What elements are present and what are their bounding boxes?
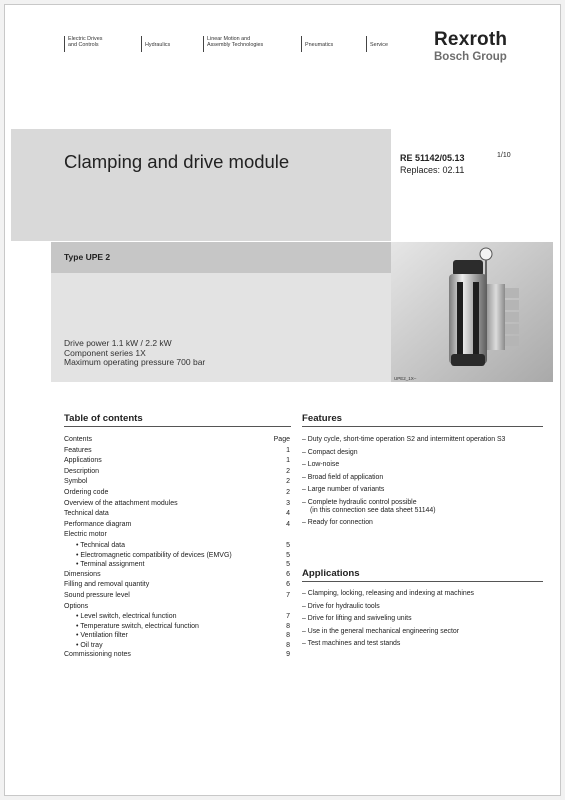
features-heading: Features xyxy=(302,413,342,424)
toc-row[interactable] xyxy=(64,631,290,641)
description-line: Drive power 1.1 kW / 2.2 kW xyxy=(64,338,172,348)
toc-entry-page: 2 xyxy=(286,467,290,475)
features-divider xyxy=(302,426,543,427)
replaces-label: Replaces: 02.11 xyxy=(400,165,465,175)
toc-row[interactable] xyxy=(64,580,290,591)
toc-row[interactable] xyxy=(64,560,290,570)
toc-row[interactable] xyxy=(64,477,290,488)
applications-divider xyxy=(302,581,543,582)
nav-item-line: Electric Drives xyxy=(68,36,103,42)
table-of-contents xyxy=(64,435,290,661)
toc-entry-page: 5 xyxy=(286,551,290,559)
toc-entry-page: 3 xyxy=(286,499,290,507)
applications-heading: Applications xyxy=(302,568,360,579)
nav-item-line: Pneumatics xyxy=(305,42,334,48)
description-line: Component series 1X xyxy=(64,347,146,358)
document-page xyxy=(4,4,561,796)
feature-item: – Broad field of application xyxy=(302,473,384,481)
description-line: Maximum operating pressure 700 bar xyxy=(64,357,206,368)
brand-name: Rexroth xyxy=(434,29,508,50)
toc-entry-label: Electric motor xyxy=(64,531,107,539)
product-description xyxy=(64,339,205,368)
toc-row[interactable] xyxy=(64,641,290,651)
feature-item: – Ready for connection xyxy=(302,518,373,526)
toc-row[interactable] xyxy=(64,467,290,478)
toc-entry-page: 2 xyxy=(286,488,290,496)
nav-item-line: Linear Motion and xyxy=(207,36,251,42)
nav-item-line: and Controls xyxy=(68,42,99,48)
feature-item: (in this connection see data sheet 51144) xyxy=(310,506,436,514)
toc-row[interactable] xyxy=(64,446,290,457)
toc-entry-page: 4 xyxy=(286,510,290,518)
toc-row[interactable] xyxy=(64,650,290,661)
toc-entry-label: Options xyxy=(64,602,89,610)
toc-row[interactable] xyxy=(64,520,290,531)
toc-row[interactable] xyxy=(64,570,290,581)
toc-entry-label: • Technical data xyxy=(76,541,126,549)
toc-entry-label: Ordering code xyxy=(64,488,109,496)
toc-row[interactable] xyxy=(64,509,290,520)
application-item: – Test machines and test stands xyxy=(302,640,401,648)
toc-entry-label: • Electromagnetic compatibility of devices (EMVG) xyxy=(76,551,232,559)
application-item: – Clamping, locking, releasing and indexing at machines xyxy=(302,590,474,597)
brand-logo xyxy=(434,30,507,63)
toc-entry-page: Page xyxy=(273,436,290,443)
toc-entry-label: Sound pressure level xyxy=(64,591,130,599)
toc-row[interactable] xyxy=(64,435,290,446)
toc-row[interactable] xyxy=(64,541,290,551)
toc-entry-page xyxy=(270,602,290,613)
toc-entry-label: Dimensions xyxy=(64,570,101,578)
product-photo xyxy=(391,242,553,382)
feature-item: – Compact design xyxy=(302,448,358,456)
toc-entry-label: • Terminal assignment xyxy=(76,561,145,569)
toc-entry-page: 7 xyxy=(286,591,290,599)
toc-entry-label: Overview of the attachment modules xyxy=(64,499,178,507)
application-item: – Use in the general mechanical engineering sector xyxy=(302,627,460,635)
photo-caption: UPE2_1X– xyxy=(394,376,417,381)
page-number: 1/10 xyxy=(497,152,511,159)
toc-entry-label: Symbol xyxy=(64,478,88,486)
feature-item: – Duty cycle, short-time operation S2 and intermittent operation S3 xyxy=(302,436,506,443)
toc-entry-page: 1 xyxy=(286,446,290,454)
toc-entry-label: • Ventilation filter xyxy=(76,632,128,640)
toc-row[interactable] xyxy=(64,591,290,602)
toc-row[interactable] xyxy=(64,488,290,499)
toc-entry-page: 7 xyxy=(286,613,290,621)
application-item: – Drive for hydraulic tools xyxy=(302,602,380,610)
toc-entry-page: 6 xyxy=(286,581,290,589)
toc-entry-label: Features xyxy=(64,446,92,454)
toc-entry-label: Description xyxy=(64,467,100,475)
features-list xyxy=(302,434,542,529)
toc-row[interactable] xyxy=(64,622,290,632)
title-background xyxy=(11,129,391,241)
toc-row[interactable] xyxy=(64,499,290,510)
toc-entry-page: 5 xyxy=(286,561,290,569)
nav-item-line: Assembly Technologies xyxy=(207,42,264,48)
toc-row[interactable] xyxy=(64,456,290,467)
nav-item-hydraulics[interactable] xyxy=(141,36,170,52)
page-title: Clamping and drive module xyxy=(64,151,290,172)
nav-item-service[interactable] xyxy=(366,36,388,52)
hydraulic-unit-image xyxy=(391,242,553,382)
toc-entry-label: Commissioning notes xyxy=(64,651,131,659)
toc-entry-label: Filling and removal quantity xyxy=(64,581,150,589)
toc-entry-page: 4 xyxy=(286,520,290,528)
toc-row[interactable] xyxy=(64,530,290,541)
toc-entry-label: Performance diagram xyxy=(64,520,132,528)
nav-item-electric-drives[interactable] xyxy=(64,36,102,52)
toc-divider xyxy=(64,426,291,427)
toc-row[interactable] xyxy=(64,551,290,561)
toc-entry-page: 1 xyxy=(286,457,290,465)
feature-item: – Low-noise xyxy=(302,461,340,469)
toc-entry-page: 2 xyxy=(286,478,290,486)
toc-entry-page: 8 xyxy=(286,622,290,630)
toc-entry-page xyxy=(270,530,290,541)
application-item: – Drive for lifting and swiveling units xyxy=(302,615,412,623)
feature-item: – Large number of variants xyxy=(302,486,385,494)
feature-item: – Complete hydraulic control possible xyxy=(302,498,417,506)
toc-entry-label: • Level switch, electrical function xyxy=(76,613,177,621)
toc-row[interactable] xyxy=(64,602,290,613)
toc-entry-page: 8 xyxy=(286,641,290,649)
applications-list xyxy=(302,588,542,651)
toc-entry-label: • Temperature switch, electrical function xyxy=(76,622,199,630)
toc-entry-label: Technical data xyxy=(64,510,109,518)
toc-entry-label: Applications xyxy=(64,457,102,465)
brand-group: Bosch Group xyxy=(434,51,507,63)
toc-row[interactable] xyxy=(64,612,290,622)
type-label: Type UPE 2 xyxy=(64,252,111,262)
toc-entry-page: 5 xyxy=(286,541,290,549)
toc-entry-label: • Oil tray xyxy=(76,641,103,649)
nav-item-line: Service xyxy=(370,42,388,48)
toc-entry-page: 8 xyxy=(286,632,290,640)
toc-entry-label: Contents xyxy=(64,436,93,443)
toc-heading: Table of contents xyxy=(64,413,143,424)
toc-entry-page: 6 xyxy=(286,570,290,578)
nav-item-pneumatics[interactable] xyxy=(301,36,333,52)
document-number: RE 51142/05.13 xyxy=(400,153,465,163)
toc-entry-page: 9 xyxy=(286,651,290,659)
nav-item-line: Hydraulics xyxy=(145,42,171,48)
nav-item-linear-motion[interactable] xyxy=(203,36,263,52)
